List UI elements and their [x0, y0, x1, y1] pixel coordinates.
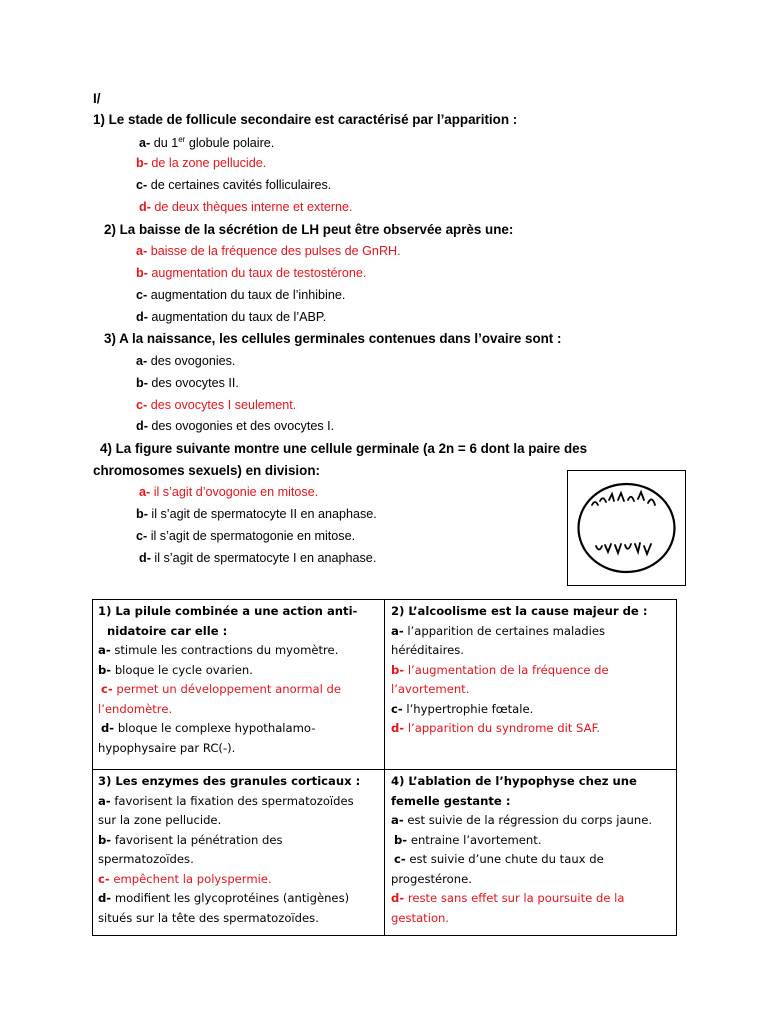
option-letter: c- [101, 682, 113, 696]
table-divider-vertical [384, 600, 385, 935]
option-text: entraine l’avortement. [410, 832, 542, 847]
option-text: permet un développement anormal de [116, 682, 342, 696]
table-cell-3 [98, 772, 360, 928]
cell-option-d-cont: gestation. [391, 910, 450, 925]
option-letter: a- [139, 485, 151, 499]
q3-title: 3) A la naissance, les cellules germinales contenues dans l’ovaire sont : [104, 331, 562, 346]
cell-option-d-cont: situés sur la tête des spermatozoïdes. [98, 910, 319, 925]
option-letter: b- [136, 507, 148, 521]
option-text: l’apparition de certaines maladies [407, 623, 606, 638]
q1-option-c [136, 179, 331, 192]
option-letter: c- [391, 701, 403, 716]
option-letter: c- [98, 871, 110, 886]
cell-option-a [98, 792, 360, 812]
option-text: des ovogonies et des ovocytes I. [151, 419, 335, 433]
option-letter: a- [98, 793, 111, 808]
option-letter: a- [98, 643, 111, 657]
q1-title: 1) Le stade de follicule secondaire est caractérisé par l’apparition : [93, 112, 518, 127]
option-text: il s’agit de spermatogonie en mitose. [150, 529, 356, 543]
q2-option-c [136, 289, 345, 302]
q4-option-d [139, 552, 376, 565]
option-text: globule polaire. [185, 136, 275, 150]
option-letter: c- [136, 288, 148, 302]
option-letter: a- [136, 354, 148, 368]
cell-question-line: femelle gestante : [391, 793, 511, 808]
option-text: il s’agit de spermatocyte II en anaphase. [151, 507, 377, 521]
option-letter: a- [391, 623, 404, 638]
cell-option-d-cont: hypophysaire par RC(-). [98, 740, 236, 755]
option-letter: b- [98, 832, 112, 847]
cell-option-a [391, 811, 652, 831]
cell-question-line: 4) L’ablation de l’hypophyse chez une [391, 774, 637, 788]
option-letter: d- [139, 200, 151, 214]
option-text: l’hypertrophie fœtale. [406, 701, 534, 716]
option-letter: a- [391, 813, 404, 827]
q3-option-a [136, 355, 235, 368]
option-letter: d- [136, 419, 148, 433]
q2-option-a [136, 245, 401, 258]
option-letter: c- [136, 178, 148, 192]
section-header: I/ [93, 91, 101, 106]
cell-option-b [98, 831, 360, 851]
option-letter: d- [101, 721, 115, 735]
q4-title-line1: 4) La figure suivante montre une cellule germinale (a 2n = 6 dont la paire des [100, 441, 588, 456]
q3-option-d [136, 420, 334, 433]
option-text: modifient les glycoprotéines (antigènes) [114, 891, 350, 905]
option-text: bloque le cycle ovarien. [114, 662, 253, 677]
option-letter: c- [136, 398, 148, 412]
option-text: de la zone pellucide. [151, 156, 267, 170]
cell-option-b-cont: spermatozoïdes. [98, 852, 194, 866]
option-letter: b- [136, 156, 148, 170]
cell-option-b [391, 661, 647, 681]
option-text: il s’agit d’ovogonie en mitose. [153, 485, 319, 499]
option-text: est suivie d’une chute du taux de [409, 852, 604, 866]
cell-option-b [391, 831, 652, 851]
option-text: augmentation du taux de l’ABP. [151, 310, 327, 324]
cell-option-a-cont: sur la zone pellucide. [98, 813, 222, 827]
cell-option-c [391, 850, 652, 870]
option-text: augmentation du taux de l’inhibine. [150, 288, 346, 302]
option-text: est suivie de la régression du corps jaune. [407, 813, 653, 827]
option-letter: d- [98, 891, 112, 905]
cell-option-b-cont: l’avortement. [391, 682, 470, 696]
option-letter: b- [391, 662, 405, 677]
q3-option-b [136, 377, 239, 390]
q3-option-c [136, 399, 296, 412]
option-letter: a- [136, 244, 148, 258]
cell-option-a [98, 641, 357, 661]
q4-option-b [136, 508, 377, 521]
option-text: l’apparition du syndrome dit SAF. [407, 721, 601, 735]
table-cell-4 [391, 772, 652, 928]
cell-option-b [98, 661, 357, 681]
option-text: de certaines cavités folliculaires. [150, 178, 332, 192]
q1-option-a [139, 136, 274, 150]
option-text: bloque le complexe hypothalamo- [117, 721, 316, 735]
cell-option-c [98, 680, 357, 700]
option-letter: d- [136, 310, 148, 324]
q2-option-b [136, 267, 366, 280]
option-text: l’augmentation de la fréquence de [407, 662, 609, 677]
cell-question-line: nidatoire car elle : [107, 623, 228, 638]
option-letter: d- [139, 551, 151, 565]
option-text: favorisent la fixation des spermatozoïdes [114, 793, 354, 808]
q4-option-c [136, 530, 355, 543]
option-text: empêchent la polyspermie. [113, 871, 272, 886]
cell-option-d [391, 889, 652, 909]
cell-option-c [98, 870, 360, 890]
cell-option-c-cont: l’endomètre. [98, 701, 173, 716]
q4-title-line2: chromosomes sexuels) en division: [93, 463, 320, 478]
table-cell-1 [98, 602, 357, 758]
option-text: des ovogonies. [150, 354, 236, 368]
option-letter: b- [136, 266, 148, 280]
cell-question-line: 2) L’alcoolisme est la cause majeur de : [391, 604, 648, 618]
q2-option-d [136, 311, 326, 324]
option-text: des ovocytes I seulement. [150, 398, 297, 412]
dividing-cell-drawing [568, 471, 685, 585]
superscript: er [178, 135, 186, 144]
option-text: favorisent la pénétration des [114, 832, 283, 847]
cell-division-figure [567, 470, 686, 586]
option-text: de deux thèques interne et externe. [154, 200, 353, 214]
option-text: du 1 [153, 136, 179, 150]
q1-option-d [139, 201, 353, 214]
option-letter: a- [139, 136, 151, 150]
option-text: stimule les contractions du myomètre. [114, 643, 339, 657]
cell-option-a-cont: héréditaires. [391, 643, 464, 657]
option-letter: c- [136, 529, 148, 543]
cell-question-line: 3) Les enzymes des granules corticaux : [98, 774, 361, 788]
option-text: reste sans effet sur la poursuite de la [407, 891, 625, 905]
cell-option-d [391, 719, 647, 739]
option-letter: b- [98, 662, 112, 677]
option-letter: d- [391, 721, 405, 735]
table-cell-2 [391, 602, 647, 739]
option-letter: d- [391, 891, 405, 905]
option-letter: b- [394, 832, 408, 847]
option-letter: c- [394, 852, 406, 866]
q1-option-b [136, 157, 266, 170]
questions-table [92, 599, 677, 936]
q4-option-a [139, 486, 318, 499]
option-text: il s’agit de spermatocyte I en anaphase. [154, 551, 377, 565]
cell-question-line: 1) La pilule combinée a une action anti- [98, 604, 358, 618]
option-text: des ovocytes II. [151, 376, 239, 390]
option-text: augmentation du taux de testostérone. [151, 266, 367, 280]
cell-option-c [391, 700, 647, 720]
cell-option-a [391, 622, 647, 642]
cell-option-d [98, 719, 357, 739]
table-divider-horizontal [93, 769, 676, 770]
option-text: baisse de la fréquence des pulses de GnRH. [150, 244, 401, 258]
q2-title: 2) La baisse de la sécrétion de LH peut être observée après une: [104, 222, 514, 237]
cell-option-c-cont: progestérone. [391, 871, 472, 886]
option-letter: b- [136, 376, 148, 390]
cell-option-d [98, 889, 360, 909]
